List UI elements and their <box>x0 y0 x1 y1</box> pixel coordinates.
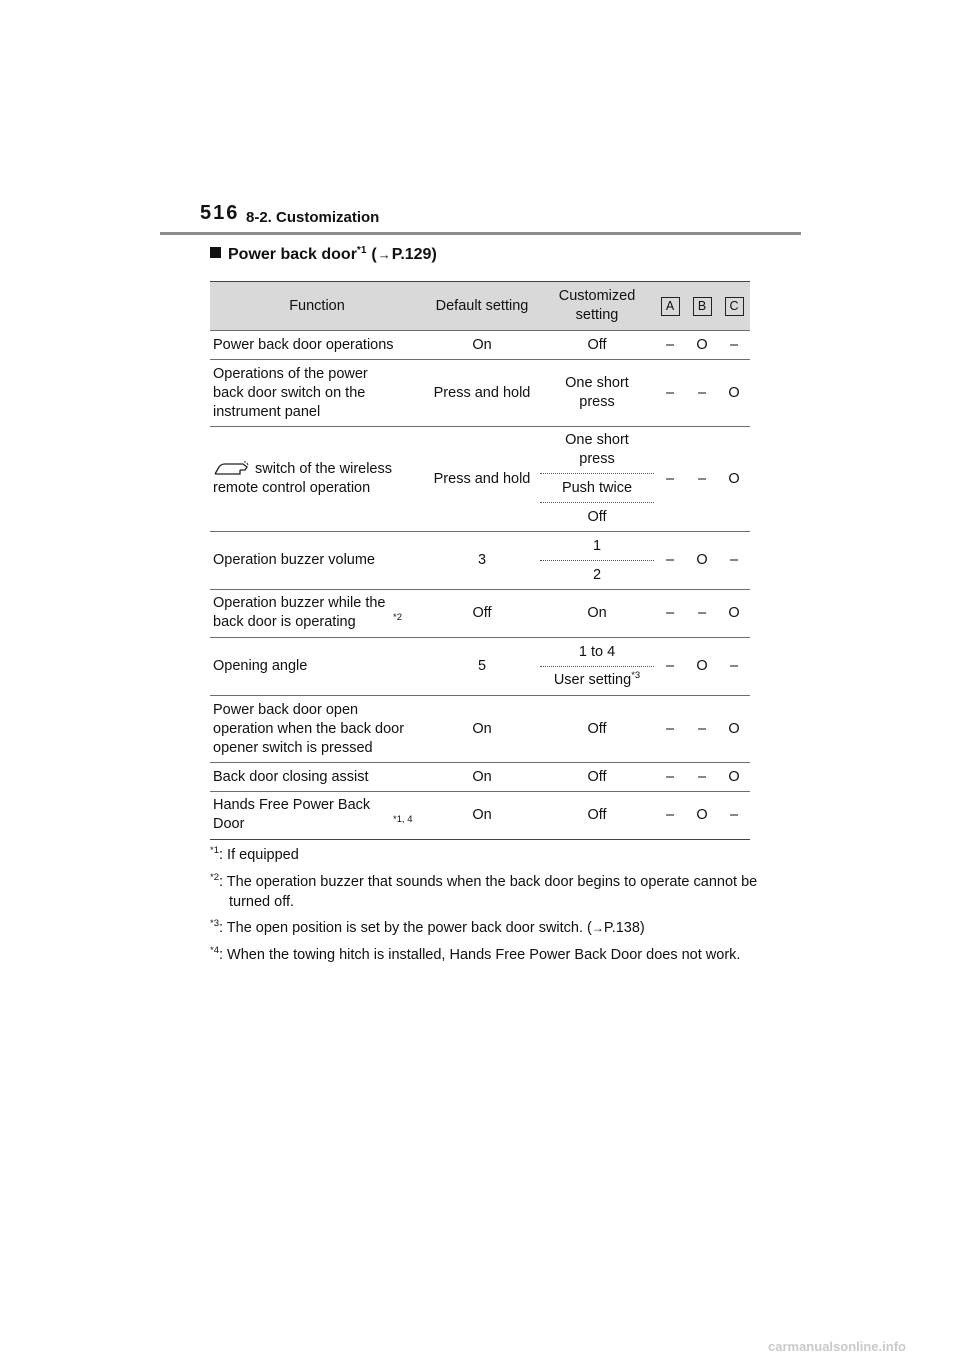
row-a: – <box>654 532 686 590</box>
arrow-right-icon: → <box>591 921 604 935</box>
row-custom: Off <box>540 696 654 763</box>
table-row <box>210 792 750 840</box>
row-b: O <box>686 792 718 840</box>
row-custom: One short press <box>540 360 654 427</box>
footnotes <box>210 846 770 973</box>
row-function: Back door closing assist <box>210 763 424 792</box>
row-function: Power back door open operation when the back door opener switch is pressed <box>210 696 424 763</box>
row-default: On <box>424 763 540 792</box>
header-c <box>718 282 750 331</box>
heading-note: *1 <box>356 245 367 256</box>
row-c: O <box>718 427 750 532</box>
row-c: O <box>718 360 750 427</box>
row-a: – <box>654 427 686 532</box>
row-default: Press and hold <box>424 360 540 427</box>
row-b: – <box>686 696 718 763</box>
row-b: O <box>686 331 718 360</box>
row-a: – <box>654 696 686 763</box>
row-custom: 2 <box>540 561 654 590</box>
table-row <box>210 638 750 667</box>
heading-title: Power back door <box>228 246 357 263</box>
row-a: – <box>654 638 686 696</box>
row-c: – <box>718 331 750 360</box>
header-function: Function <box>210 282 424 331</box>
table-row <box>210 427 750 474</box>
row-a: – <box>654 763 686 792</box>
row-c: O <box>718 696 750 763</box>
row-custom: Off <box>540 792 654 840</box>
header-b <box>686 282 718 331</box>
row-custom: On <box>540 590 654 638</box>
back-door-key-icon <box>213 461 251 477</box>
header-rule <box>160 232 801 235</box>
table-row <box>210 360 750 427</box>
row-default: 3 <box>424 532 540 590</box>
footnote: $^{*1}$: If equipped <box>210 845 299 863</box>
letter-a-box: A <box>661 297 680 316</box>
letter-b-box: B <box>693 297 712 316</box>
header-a <box>654 282 686 331</box>
row-custom: User setting$^{*3}$ <box>540 667 654 696</box>
row-custom: Off <box>540 503 654 532</box>
row-b: – <box>686 360 718 427</box>
section-heading <box>210 246 437 264</box>
row-function: Power back door operations <box>210 331 424 360</box>
row-default: Press and hold <box>424 427 540 532</box>
row-default: Off <box>424 590 540 638</box>
row-b: – <box>686 427 718 532</box>
heading-ref-open: ( <box>371 246 377 263</box>
footnote-page-ref[interactable]: P.138) <box>603 920 645 936</box>
table-header-row <box>210 282 750 331</box>
row-default: On <box>424 792 540 840</box>
row-c: O <box>718 763 750 792</box>
row-a: – <box>654 590 686 638</box>
watermark: carmanualsonline.info <box>768 1339 906 1354</box>
row-custom: 1 to 4 <box>540 638 654 667</box>
row-function: switch of the wireless remote control operation <box>210 427 424 532</box>
footnote: $^{*4}$: When the towing hitch is installed, Hands Free Power Back Door does not work. <box>210 945 741 963</box>
table-row <box>210 331 750 360</box>
row-a: – <box>654 792 686 840</box>
row-a: – <box>654 331 686 360</box>
row-a: – <box>654 360 686 427</box>
row-b: O <box>686 532 718 590</box>
footnote: $^{*3}$: The open position is set by the power back door switch. (→P.138) <box>210 918 645 936</box>
header-default: Default setting <box>424 282 540 331</box>
row-function: Hands Free Power Back Door $^{*1, 4}$ <box>210 792 424 840</box>
row-default: On <box>424 331 540 360</box>
footnote: $^{*2}$: The operation buzzer that sounds when the back door begins to operate cannot be turned off. <box>210 872 758 910</box>
row-function: Operation buzzer volume <box>210 532 424 590</box>
page-number: 516 <box>200 202 240 224</box>
row-custom: Push twice <box>540 474 654 503</box>
row-b: – <box>686 763 718 792</box>
row-custom: Off <box>540 763 654 792</box>
row-b: O <box>686 638 718 696</box>
header-customized: Customized setting <box>540 282 654 331</box>
settings-table <box>210 281 750 840</box>
row-c: – <box>718 638 750 696</box>
square-bullet-icon <box>210 247 221 258</box>
table-row <box>210 532 750 561</box>
row-b: – <box>686 590 718 638</box>
row-c: O <box>718 590 750 638</box>
section-title: 8-2. Customization <box>246 209 380 226</box>
letter-c-box: C <box>725 297 744 316</box>
row-custom: 1 <box>540 532 654 561</box>
row-function: Operations of the power back door switch on the instrument panel <box>210 360 424 427</box>
row-default: 5 <box>424 638 540 696</box>
table-row <box>210 590 750 638</box>
row-c: – <box>718 532 750 590</box>
row-custom: Off <box>540 331 654 360</box>
row-custom: One short press <box>540 427 654 474</box>
arrow-right-icon: → <box>377 247 391 262</box>
row-function: Opening angle <box>210 638 424 696</box>
row-c: – <box>718 792 750 840</box>
heading-page-ref[interactable]: P.129) <box>391 246 437 263</box>
table-row <box>210 763 750 792</box>
row-function: Operation buzzer while the back door is operating $^{*2}$ <box>210 590 424 638</box>
row-default: On <box>424 696 540 763</box>
table-row <box>210 696 750 763</box>
